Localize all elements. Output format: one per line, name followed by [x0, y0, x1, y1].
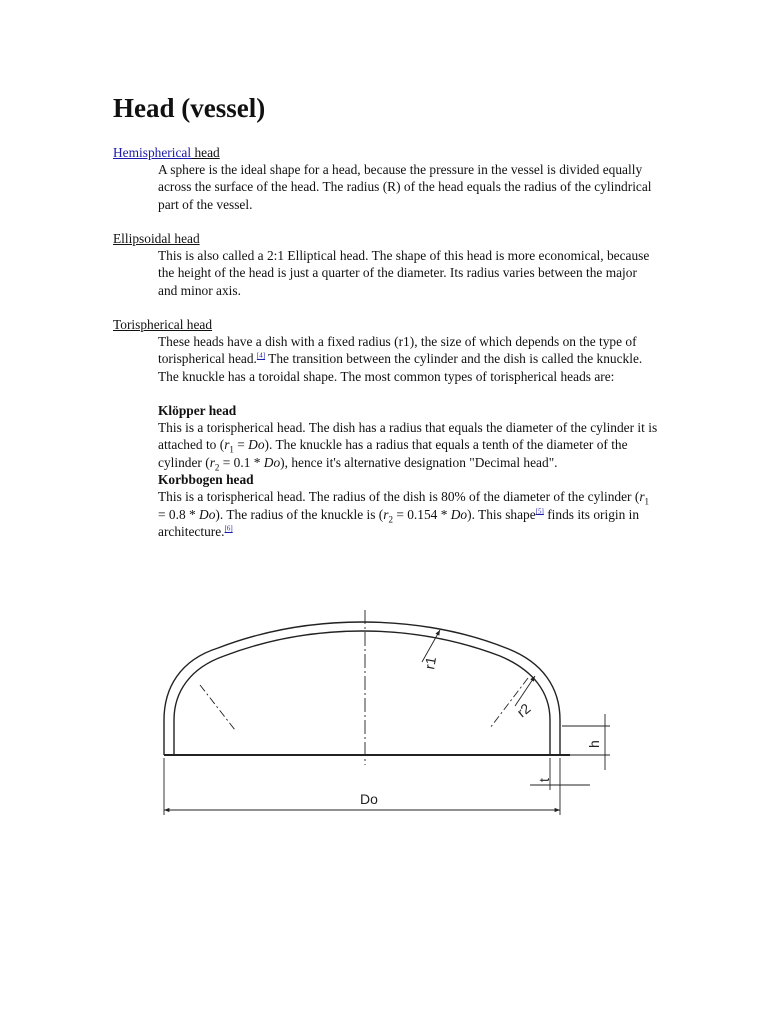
korbbogen-formula-2-eq: = 0.154 *: [392, 506, 451, 522]
label-r1: r1: [421, 655, 440, 671]
definition-ellipsoidal: [158, 247, 658, 299]
torispherical-text-a: These heads have a dish with a fixed radius (r1), the size of which depends on the type of torispherical head.: [158, 334, 637, 367]
term-torispherical: [113, 316, 212, 333]
klopper-text-2: ). The knuckle has a radius that equals a tenth of the diameter of the cylinder (: [158, 437, 628, 470]
term-hemispherical-rest: head: [191, 145, 220, 160]
label-do: Do: [360, 791, 378, 807]
ellipsoidal-text: This is also called a 2:1 Elliptical head. The shape of this head is more economical, because the height of the head is just a quarter of the diameter. Its radius varies between the major and minor axis.: [158, 248, 650, 298]
klopper-heading: [158, 402, 658, 419]
korbbogen-formula-2-sub: 2: [388, 514, 393, 525]
klopper-formula-2-eq: = 0.1 *: [219, 454, 264, 470]
head-inner-profile: [174, 631, 550, 755]
hemispherical-link[interactable]: Hemispherical: [113, 145, 192, 160]
construction-lines: [164, 610, 610, 815]
dimension-labels: [360, 655, 602, 807]
korbbogen-text-4: finds its origin in architecture.: [158, 506, 640, 539]
label-r2: r2: [513, 700, 534, 721]
klopper-heading-text: Klöpper head: [158, 402, 237, 418]
korbbogen-text-1: This is a torispherical head. The radius of the dish is 80% of the diameter of the cylinder (: [158, 489, 640, 505]
left-knuckle-radius-line: [200, 685, 235, 730]
korbbogen-formula-1-val: Do: [199, 506, 216, 522]
klopper-text-1: This is a torispherical head. The dish has a radius that equals the diameter of the cylinder it is attached to (: [158, 420, 658, 453]
korbbogen-formula-1-eq: = 0.8 *: [158, 506, 200, 522]
klopper-formula-2-val: Do: [263, 454, 281, 470]
korbbogen-formula-2-val: Do: [450, 506, 468, 522]
klopper-formula-1-var: r: [224, 437, 230, 453]
label-t: t: [536, 778, 552, 782]
klopper-formula-1-sub: 1: [229, 445, 234, 456]
klopper-formula-1-eq: =: [233, 437, 249, 453]
klopper-formula-2-var: r: [209, 454, 215, 470]
torispherical-head-drawing: [150, 600, 620, 830]
definition-torispherical: [158, 333, 658, 540]
korbbogen-text-2: ). The radius of the knuckle is (: [215, 506, 384, 522]
korbbogen-text-3: ). This shape: [467, 506, 536, 522]
korbbogen-formula-2-var: r: [383, 506, 389, 522]
korbbogen-heading-text: Korbbogen head: [158, 472, 254, 488]
klopper-text-3: ), hence it's alternative designation "Decimal head".: [280, 454, 558, 470]
klopper-text: [158, 419, 658, 471]
term-torispherical-label: Torispherical head: [113, 317, 213, 332]
korbbogen-text: [158, 488, 658, 540]
klopper-formula-1-val: Do: [248, 437, 265, 453]
klopper-formula-2-sub: 2: [214, 462, 220, 473]
torispherical-text: [158, 333, 658, 385]
reference-4-link[interactable]: [4]: [256, 351, 266, 360]
reference-5-link[interactable]: [5]: [535, 507, 544, 516]
term-ellipsoidal: [113, 230, 200, 247]
head-outer-profile: [164, 622, 560, 755]
hemispherical-text: A sphere is the ideal shape for a head, because the pressure in the vessel is divided equally across the surface of the head. The radius (R) of the head equals the radius of the cylindrical part of the vessel.: [158, 162, 652, 212]
reference-6-link[interactable]: [6]: [224, 524, 233, 533]
korbbogen-formula-1-var: r: [639, 489, 645, 505]
torispherical-text-b: The transition between the cylinder and the dish is called the knuckle. The knuckle has a toroidal shape. The most common types of torispherical heads are:: [158, 351, 643, 384]
definition-hemispherical: [158, 161, 658, 213]
head-outline: [164, 622, 570, 755]
term-ellipsoidal-label: Ellipsoidal head: [113, 231, 200, 246]
korbbogen-formula-1-sub: 1: [644, 497, 650, 508]
term-hemispherical: [113, 144, 220, 161]
korbbogen-heading: [158, 471, 658, 488]
page-title: Head (vessel): [113, 93, 266, 123]
label-h: h: [586, 740, 602, 748]
